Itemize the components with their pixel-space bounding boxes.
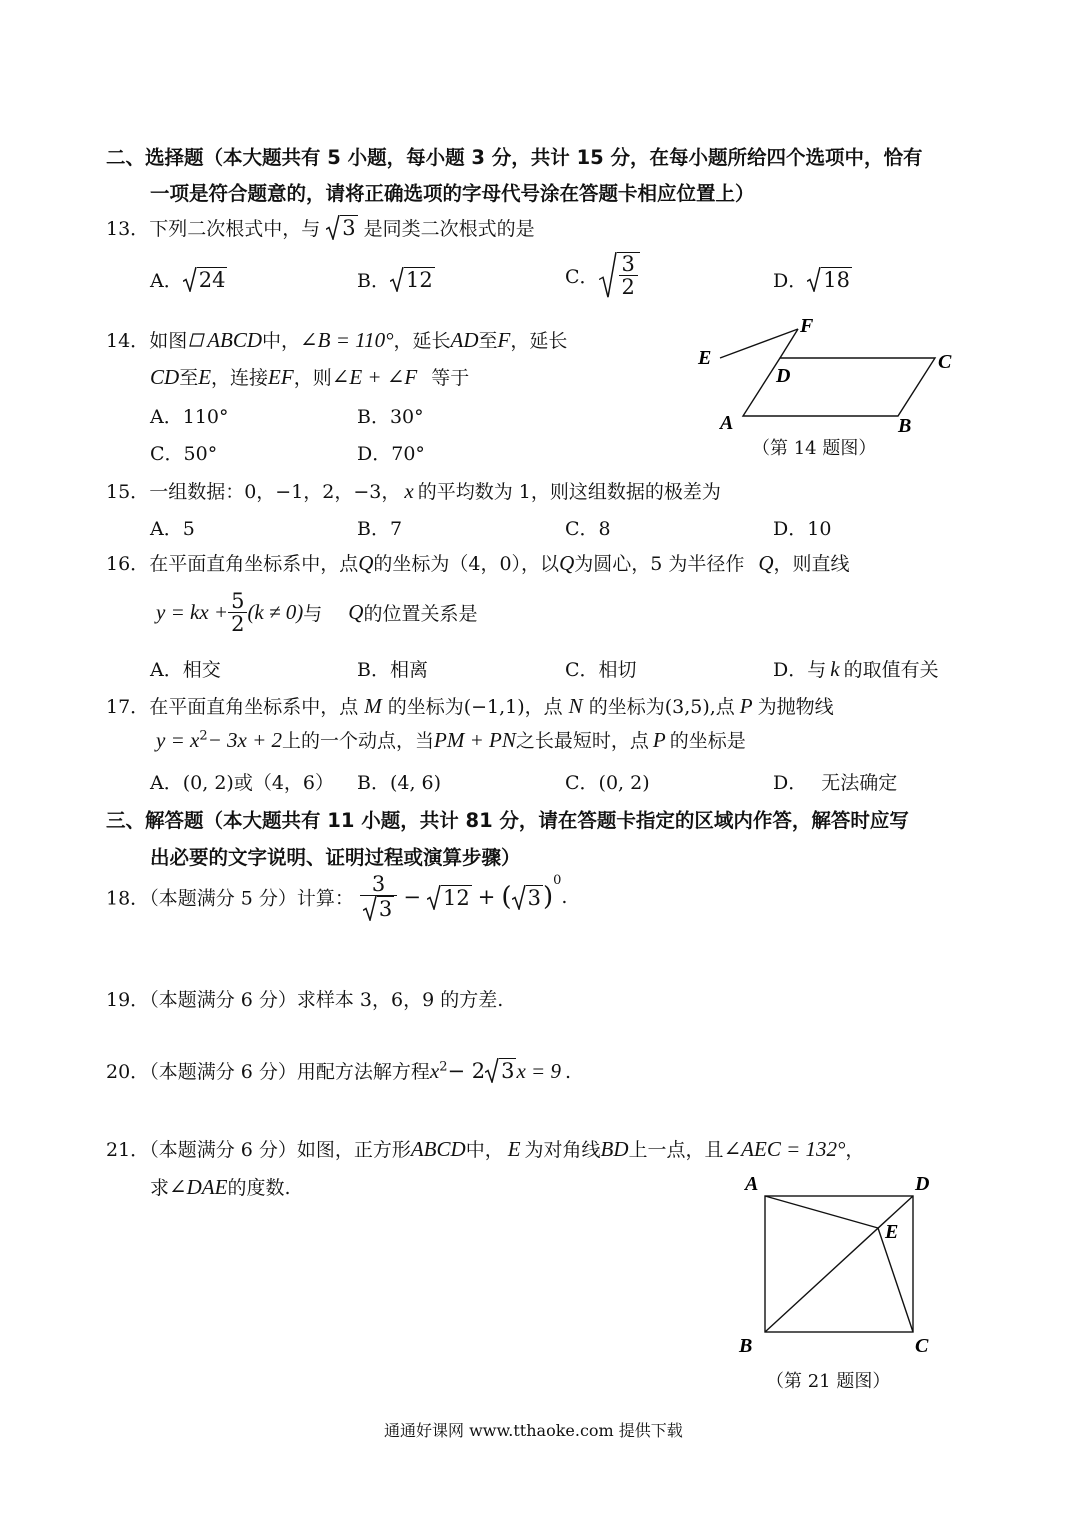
q16-option-a: A．相交: [150, 659, 221, 681]
label-d: D: [776, 365, 791, 387]
question-18-number: 18．: [106, 887, 150, 910]
q14-option-c: C．50°: [150, 443, 218, 465]
label-c: C: [938, 351, 952, 373]
sqrt-3-coefficient: 3: [485, 1058, 516, 1083]
question-21-figure: [735, 1168, 945, 1363]
q15-option-c: C．8: [565, 518, 611, 540]
q13-option-a: A． 24: [150, 268, 226, 292]
question-17-number: 17．: [106, 696, 150, 718]
segment-ae: [765, 1196, 878, 1228]
label-c: C: [915, 1335, 929, 1357]
q13-option-c: C． $\frac{3}{2}$: [565, 252, 640, 298]
question-14-line1: 14．如图 ABCD中，∠B = 110°，延长AD至F，延长: [106, 328, 568, 352]
q15-option-d: D．10: [773, 518, 832, 540]
label-d: D: [915, 1173, 930, 1195]
section-2-heading-line1: 二、选择题（本大题共有 5 小题，每小题 3 分，共计 15 分，在每小题所给四个选项中，恰有: [106, 146, 923, 169]
label-f: F: [800, 315, 814, 337]
question-14-number: 14．: [106, 330, 150, 352]
q13-option-b: B． 12: [357, 268, 433, 292]
label-e: E: [885, 1221, 899, 1243]
q16-option-b: B．相离: [357, 659, 428, 681]
fraction-5-over-2: $\frac{5}{2}$: [228, 590, 247, 635]
section-3-heading-line1: 三、解答题（本大题共有 11 小题，共计 81 分，请在答题卡指定的区域内作答，解答时应写: [106, 809, 909, 832]
q14-option-a: A．110°: [150, 406, 229, 428]
question-17-line2: $y = x^2- 3x + 2$上的一个动点，当PM + PN之长最短时，点 P 的坐标是: [156, 728, 746, 752]
q15-option-a: A．5: [150, 518, 195, 540]
question-19: 19．（本题满分 6 分）求样本 3，6，9 的方差.: [106, 989, 504, 1011]
question-16-number: 16．: [106, 553, 150, 575]
figure-21-caption: （第 21 题图）: [766, 1371, 891, 1392]
label-a: A: [745, 1173, 759, 1195]
segment-ec: [878, 1228, 913, 1332]
question-13-stem: [106, 214, 535, 241]
q17-option-b: B．(4, 6): [357, 772, 442, 794]
segment-ef: [720, 329, 798, 358]
segment-df: [780, 329, 798, 358]
page-footer: 通通好课网 www.tthaoke.com 提供下载: [384, 1421, 683, 1440]
q14-option-d: D．70°: [357, 443, 425, 465]
question-21-number: 21．: [106, 1139, 150, 1161]
question-13-text: 下列二次根式中，与: [149, 218, 321, 240]
q17-option-c: C．(0, 2): [565, 772, 650, 794]
q16-option-c: C．相切: [565, 659, 637, 681]
question-20: 20．（本题满分 6 分）用配方法解方程$x^2- 2$ 3x = 9 .: [106, 1059, 572, 1083]
sqrt-12-term: 12: [427, 885, 472, 910]
section-3-heading-line2: 出必要的文字说明、证明过程或演算步骤）: [150, 846, 521, 869]
sqrt-24-expression: 24: [183, 267, 228, 292]
question-14-line2: CD至E，连接EF，则∠E + ∠F 等于: [150, 365, 470, 389]
parallelogram-abcd: [743, 358, 935, 416]
q14-option-b: B．30°: [357, 406, 424, 428]
label-b: B: [898, 415, 912, 437]
question-21-line2: 求∠DAE的度数.: [150, 1175, 291, 1199]
question-16-line2: y = kx + $\frac{5}{2}$ (k ≠ 0)与 Q的位置关系是: [156, 589, 478, 636]
parallelogram-symbol: [189, 330, 205, 344]
sqrt-3-expression: 3: [326, 215, 357, 240]
sqrt-3-term: 3: [512, 885, 543, 910]
question-15-stem: 15．一组数据：0，−1，2，−3， x 的平均数为 1，则这组数据的极差为: [106, 479, 721, 503]
section-2-heading-line2: 一项是符合题意的，请将正确选项的字母代号涂在答题卡相应位置上）: [150, 182, 755, 205]
question-18: 18．（本题满分 5 分）计算： $\frac{3}{3}$ − 12 + ( 3)$^0$.: [106, 872, 568, 921]
question-13-number: 13．: [106, 218, 150, 240]
figure-14-caption: （第 14 题图）: [752, 438, 877, 459]
label-a: A: [720, 412, 734, 434]
label-e: E: [698, 347, 712, 369]
question-21-line1: 21．（本题满分 6 分）如图，正方形ABCD中， E 为对角线BD上一点，且∠AEC = 132°，: [106, 1137, 865, 1161]
sqrt-12-expression: 12: [390, 267, 435, 292]
fraction-3-over-sqrt3: $\frac{3}{3}$: [360, 873, 397, 921]
question-13-text-end: 是同类二次根式的是: [363, 218, 535, 240]
q16-option-d: D．与 k 的取值有关: [773, 657, 939, 681]
sqrt-18-expression: 18: [807, 267, 852, 292]
label-b: B: [739, 1335, 753, 1357]
sqrt-3-over-2-expression: $\frac{3}{2}$: [599, 252, 640, 298]
question-16-line1: 16．在平面直角坐标系中，点Q的坐标为（4，0），以Q为圆心，5 为半径作 Q，则直线: [106, 551, 850, 575]
question-19-number: 19．: [106, 989, 150, 1011]
q17-option-d: D． 无法确定: [773, 772, 898, 794]
q17-option-a: A．(0, 2)或（4，6）: [150, 772, 334, 794]
q13-option-d: D． 18: [773, 268, 850, 292]
q15-option-b: B．7: [357, 518, 403, 540]
question-17-line1: 17．在平面直角坐标系中，点 M 的坐标为(−1,1)，点 N 的坐标为(3,5),点 P 为抛物线: [106, 694, 834, 718]
question-15-number: 15．: [106, 481, 150, 503]
question-20-number: 20．: [106, 1061, 150, 1083]
